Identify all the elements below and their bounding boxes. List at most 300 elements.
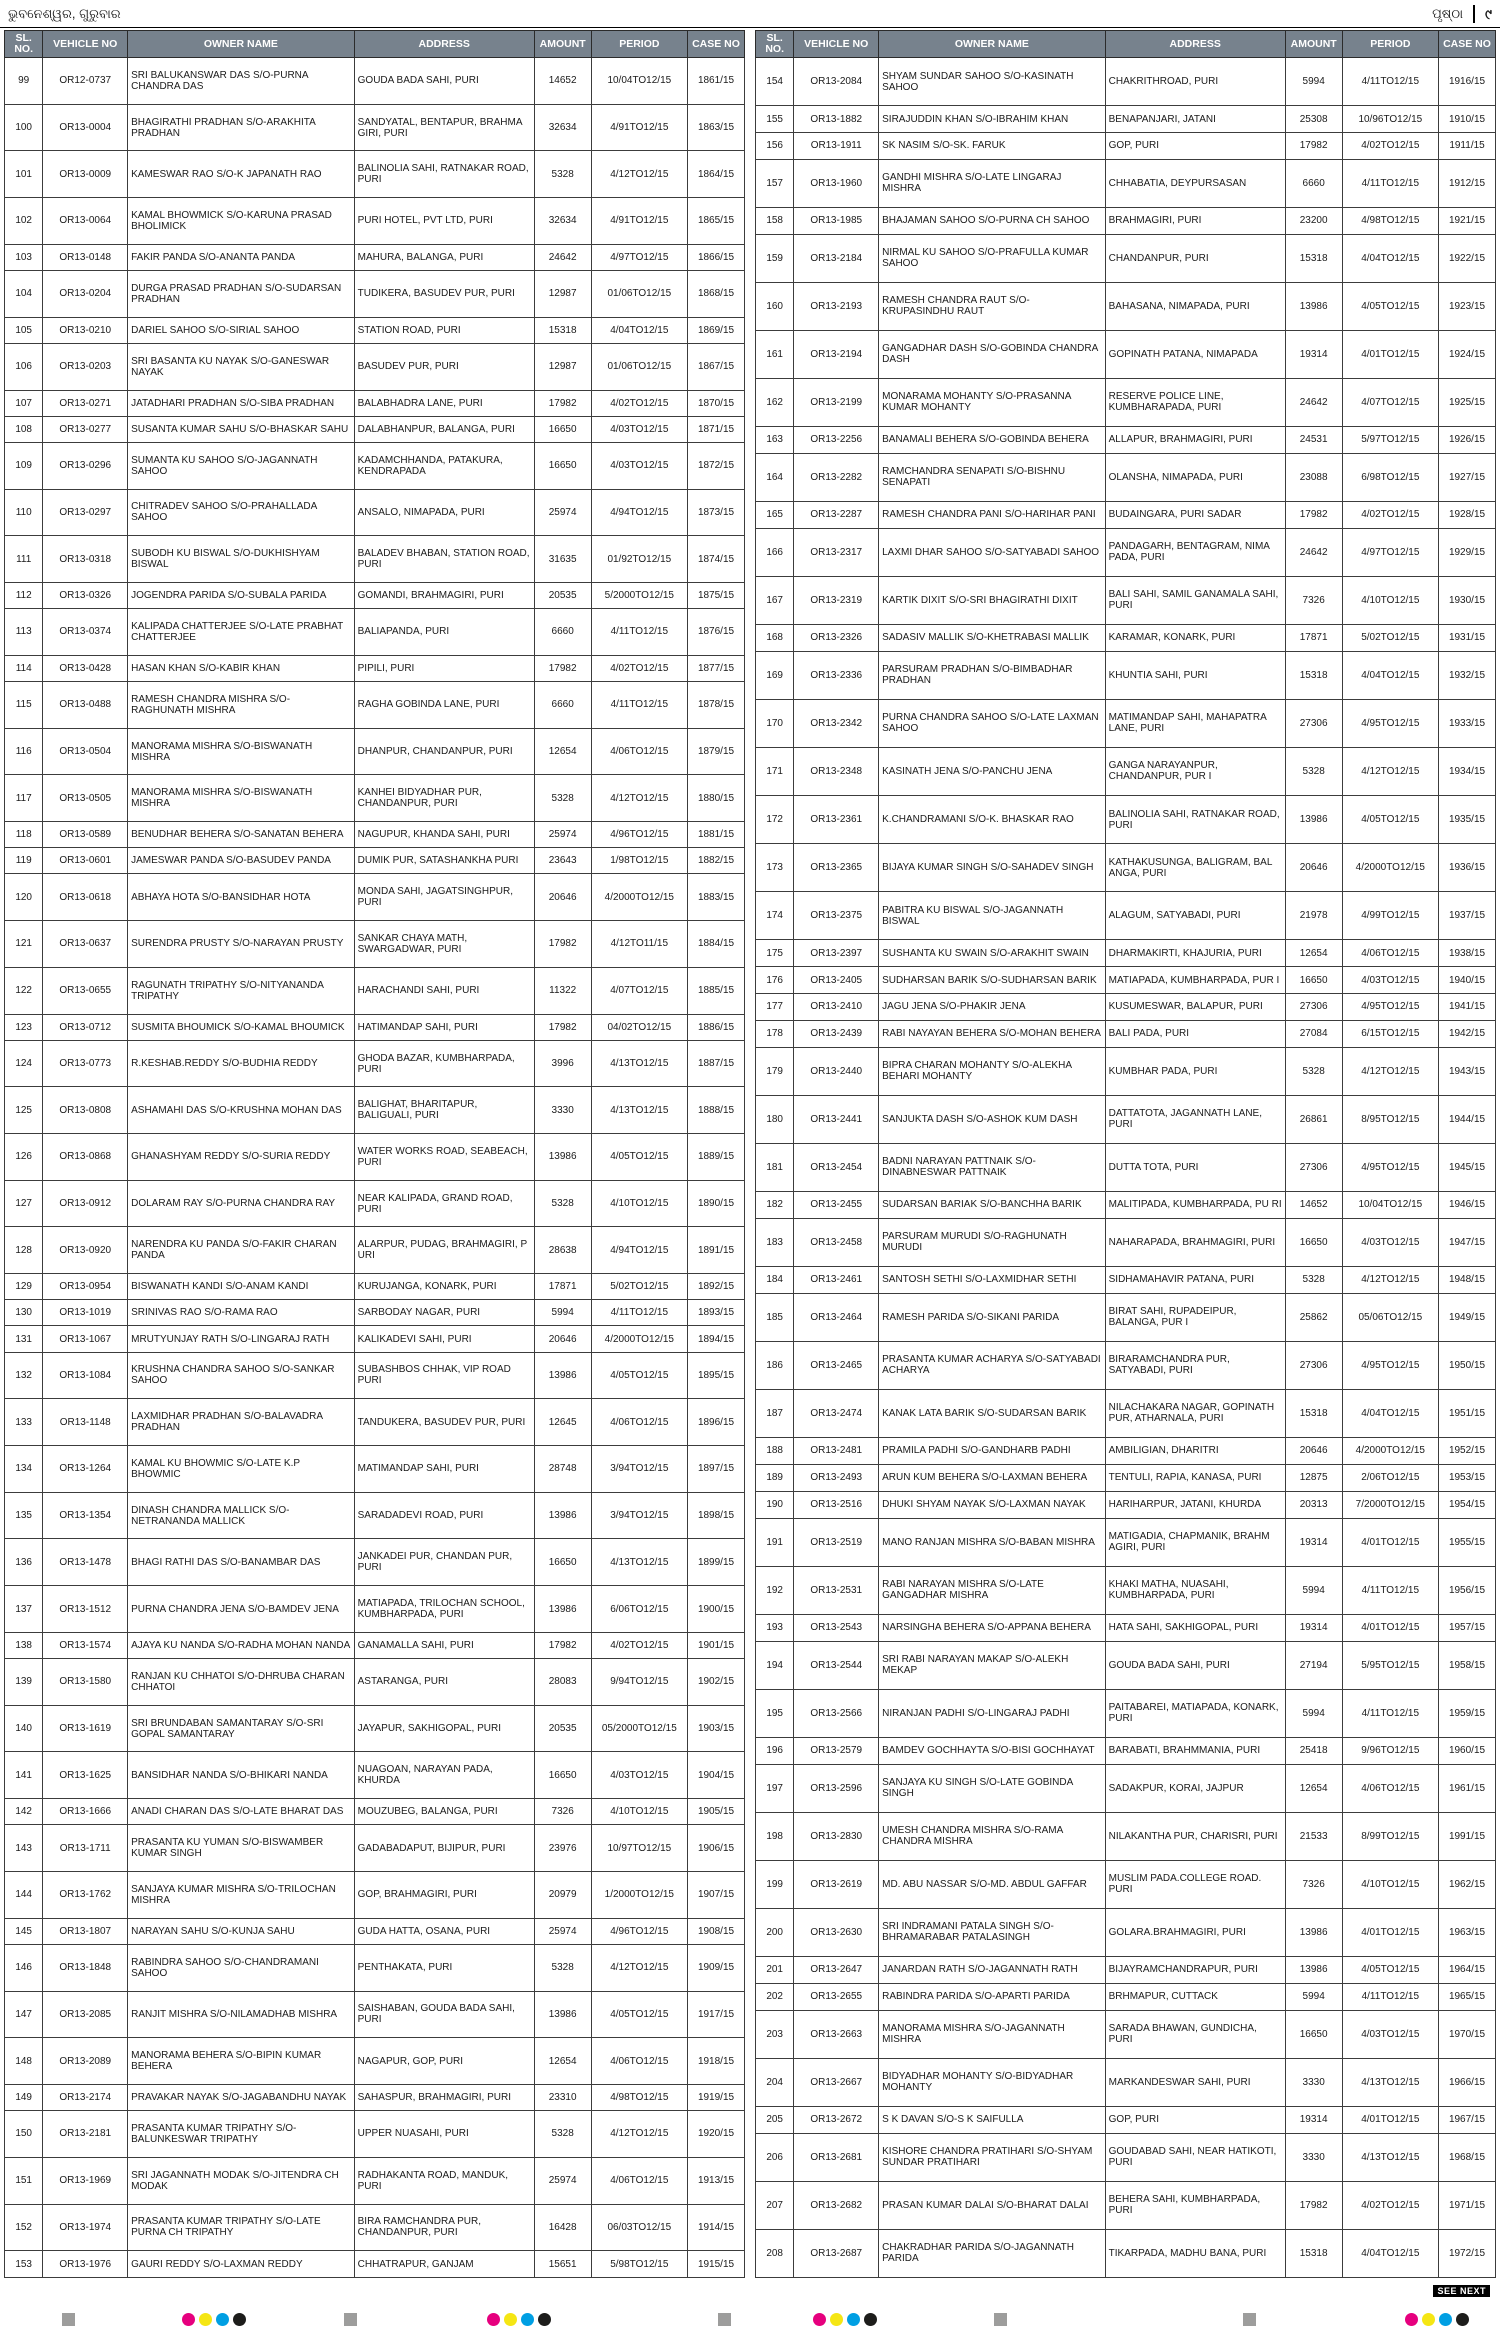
cell-owner_name: BIPRA CHARAN MOHANTY S/O-ALEKHA BEHARI MOHANTY <box>879 1047 1106 1095</box>
cell-owner_name: ANADI CHARAN DAS S/O-LATE BHARAT DAS <box>128 1799 355 1825</box>
cell-address: SUBASHBOS CHHAK, VIP ROAD PURI <box>354 1352 534 1399</box>
table-row <box>5 1991 745 2038</box>
cell-vehicle_no: OR13-1574 <box>43 1632 128 1658</box>
cell-address: RADHAKANTA ROAD, MANDUK, PURI <box>354 2157 534 2204</box>
cell-owner_name: RABI NAYAYAN BEHERA S/O-MOHAN BEHERA <box>879 1020 1106 1047</box>
cell-case_no: 1873/15 <box>688 489 745 536</box>
table-row <box>5 1586 745 1633</box>
cell-owner_name: LAXMI DHAR SAHOO S/O-SATYABADI SAHOO <box>879 528 1106 576</box>
cell-amount: 6660 <box>534 609 591 656</box>
table-row <box>756 1737 1496 1764</box>
cell-owner_name: RANJAN KU CHHATOI S/O-DHRUBA CHARAN CHHATOI <box>128 1659 355 1706</box>
cell-amount: 17982 <box>534 390 591 416</box>
cell-owner_name: PARSURAM PRADHAN S/O-BIMBADHAR PRADHAN <box>879 651 1106 699</box>
cell-amount: 23310 <box>534 2084 591 2110</box>
cell-owner_name: SRI JAGANNATH MODAK S/O-JITENDRA CH MODAK <box>128 2157 355 2204</box>
cell-case_no: 1966/15 <box>1439 2058 1496 2106</box>
cell-period: 4/04TO12/15 <box>591 317 687 343</box>
cell-sl_no: 124 <box>5 1040 43 1087</box>
table-row <box>756 1266 1496 1293</box>
cell-address: ALARPUR, PUDAG, BRAHMAGIRI, P URI <box>354 1227 534 1274</box>
cell-vehicle_no: OR13-2647 <box>794 1956 879 1983</box>
cell-amount: 20313 <box>1285 1491 1342 1518</box>
cell-case_no: 1915/15 <box>688 2251 745 2278</box>
cell-case_no: 1920/15 <box>688 2111 745 2158</box>
cell-period: 4/02TO12/15 <box>591 390 687 416</box>
cell-period: 4/12TO12/15 <box>1342 747 1438 795</box>
cell-case_no: 1861/15 <box>688 58 745 105</box>
cell-case_no: 1864/15 <box>688 151 745 198</box>
cell-address: BENAPANJARI, JATANI <box>1105 106 1285 133</box>
cell-sl_no: 161 <box>756 330 794 378</box>
cell-case_no: 1874/15 <box>688 536 745 583</box>
cell-owner_name: KRUSHNA CHANDRA SAHOO S/O-SANKAR SAHOO <box>128 1352 355 1399</box>
cell-vehicle_no: OR13-0912 <box>43 1180 128 1227</box>
cell-case_no: 1880/15 <box>688 775 745 822</box>
cell-amount: 5994 <box>1285 1566 1342 1614</box>
cell-period: 05/2000TO12/15 <box>591 1705 687 1752</box>
cell-period: 10/04TO12/15 <box>1342 1191 1438 1218</box>
cell-period: 4/06TO12/15 <box>1342 940 1438 967</box>
cell-sl_no: 123 <box>5 1014 43 1040</box>
cell-case_no: 1919/15 <box>688 2084 745 2110</box>
cell-vehicle_no: OR13-0004 <box>43 104 128 151</box>
cell-owner_name: SANJAYA KUMAR MISHRA S/O-TRILOCHAN MISHRA <box>128 1871 355 1918</box>
cell-vehicle_no: OR13-2579 <box>794 1737 879 1764</box>
cell-amount: 27306 <box>1285 699 1342 747</box>
cell-case_no: 1907/15 <box>688 1871 745 1918</box>
records-table-right <box>755 30 1496 2278</box>
cell-vehicle_no: OR13-0712 <box>43 1014 128 1040</box>
cell-address: RESERVE POLICE LINE, KUMBHARAPADA, PURI <box>1105 378 1285 426</box>
cell-address: KUSUMESWAR, BALAPUR, PURI <box>1105 993 1285 1020</box>
cell-vehicle_no: OR13-0210 <box>43 317 128 343</box>
cell-amount: 16428 <box>534 2204 591 2251</box>
cell-period: 01/06TO12/15 <box>591 343 687 390</box>
cell-vehicle_no: OR13-0148 <box>43 244 128 270</box>
cell-vehicle_no: OR13-2630 <box>794 1908 879 1956</box>
cell-case_no: 1903/15 <box>688 1705 745 1752</box>
table-row <box>756 2010 1496 2058</box>
cell-case_no: 1906/15 <box>688 1825 745 1872</box>
cell-sl_no: 188 <box>756 1437 794 1464</box>
cell-vehicle_no: OR13-1976 <box>43 2251 128 2278</box>
cell-case_no: 1869/15 <box>688 317 745 343</box>
cell-sl_no: 196 <box>756 1737 794 1764</box>
cell-owner_name: PRASANTA KUMAR TRIPATHY S/O-LATE PURNA CH TRIPATHY <box>128 2204 355 2251</box>
cell-case_no: 1891/15 <box>688 1227 745 1274</box>
cell-address: GHODA BAZAR, KUMBHARPADA, PURI <box>354 1040 534 1087</box>
cell-case_no: 1955/15 <box>1439 1518 1496 1566</box>
cell-period: 4/12TO12/15 <box>1342 1266 1438 1293</box>
cell-address: NILACHAKARA NAGAR, GOPINATH PUR, ATHARNALA, PURI <box>1105 1389 1285 1437</box>
cell-period: 5/2000TO12/15 <box>591 582 687 608</box>
cell-address: BIRARAMCHANDRA PUR, SATYABADI, PURI <box>1105 1341 1285 1389</box>
cell-owner_name: NARAYAN SAHU S/O-KUNJA SAHU <box>128 1918 355 1944</box>
cell-sl_no: 139 <box>5 1659 43 1706</box>
cell-owner_name: SRI INDRAMANI PATALA SINGH S/O-BHRAMARABAR PATALASINGH <box>879 1908 1106 1956</box>
cell-sl_no: 143 <box>5 1825 43 1872</box>
registration-dot <box>199 2313 212 2326</box>
cell-case_no: 1929/15 <box>1439 528 1496 576</box>
cell-case_no: 1960/15 <box>1439 1737 1496 1764</box>
table-row <box>5 1134 745 1181</box>
cell-sl_no: 104 <box>5 270 43 317</box>
cell-amount: 19314 <box>1285 1614 1342 1641</box>
cell-case_no: 1908/15 <box>688 1918 745 1944</box>
cell-address: MALITIPADA, KUMBHARPADA, PU RI <box>1105 1191 1285 1218</box>
cell-address: BIJAYRAMCHANDRAPUR, PURI <box>1105 1956 1285 1983</box>
cell-period: 4/11TO12/15 <box>1342 159 1438 207</box>
cell-vehicle_no: OR13-1580 <box>43 1659 128 1706</box>
table-row <box>756 2229 1496 2277</box>
cell-sl_no: 208 <box>756 2229 794 2277</box>
table-row <box>5 582 745 608</box>
cell-amount: 25974 <box>534 2157 591 2204</box>
cell-amount: 17982 <box>1285 2181 1342 2229</box>
cell-amount: 25418 <box>1285 1737 1342 1764</box>
table-row <box>756 892 1496 940</box>
cell-vehicle_no: OR13-2516 <box>794 1491 879 1518</box>
cell-owner_name: JAGU JENA S/O-PHAKIR JENA <box>879 993 1106 1020</box>
cell-case_no: 1991/15 <box>1439 1812 1496 1860</box>
registration-dot <box>847 2313 860 2326</box>
cell-amount: 14652 <box>534 58 591 105</box>
cell-vehicle_no: OR13-2687 <box>794 2229 879 2277</box>
cell-case_no: 1936/15 <box>1439 844 1496 892</box>
table-row <box>756 159 1496 207</box>
cell-amount: 17982 <box>1285 501 1342 528</box>
cell-address: GOP, PURI <box>1105 2106 1285 2133</box>
cell-amount: 21533 <box>1285 1812 1342 1860</box>
cell-amount: 7326 <box>534 1799 591 1825</box>
cell-sl_no: 207 <box>756 2181 794 2229</box>
cell-address: BRAHMAGIRI, PURI <box>1105 207 1285 234</box>
cell-period: 4/13TO12/15 <box>591 1040 687 1087</box>
cell-case_no: 1875/15 <box>688 582 745 608</box>
cell-period: 4/10TO12/15 <box>591 1799 687 1825</box>
cell-sl_no: 191 <box>756 1518 794 1566</box>
cell-sl_no: 106 <box>5 343 43 390</box>
cell-period: 06/03TO12/15 <box>591 2204 687 2251</box>
table-row <box>5 1087 745 1134</box>
cell-sl_no: 149 <box>5 2084 43 2110</box>
cell-sl_no: 142 <box>5 1799 43 1825</box>
cell-owner_name: RAMCHANDRA SENAPATI S/O-BISHNU SENAPATI <box>879 453 1106 501</box>
cell-period: 4/05TO12/15 <box>591 1352 687 1399</box>
cell-amount: 3330 <box>1285 2058 1342 2106</box>
cell-sl_no: 129 <box>5 1274 43 1300</box>
column-header-period: PERIOD <box>1342 31 1438 58</box>
cell-case_no: 1870/15 <box>688 390 745 416</box>
cell-address: MATIMANDAP SAHI, MAHAPATRA LANE, PURI <box>1105 699 1285 747</box>
cell-amount: 20535 <box>534 1705 591 1752</box>
cell-vehicle_no: OR13-1019 <box>43 1300 128 1326</box>
table-row <box>5 2038 745 2085</box>
cell-sl_no: 185 <box>756 1293 794 1341</box>
cell-case_no: 1900/15 <box>688 1586 745 1633</box>
cell-address: ASTARANGA, PURI <box>354 1659 534 1706</box>
cell-amount: 20646 <box>1285 1437 1342 1464</box>
cell-amount: 25974 <box>534 1918 591 1944</box>
cell-period: 4/03TO12/15 <box>1342 2010 1438 2058</box>
table-row <box>756 1464 1496 1491</box>
table-row <box>756 528 1496 576</box>
cell-sl_no: 189 <box>756 1464 794 1491</box>
column-header-owner_name: OWNER NAME <box>879 31 1106 58</box>
cell-address: KARAMAR, KONARK, PURI <box>1105 624 1285 651</box>
table-row <box>5 681 745 728</box>
cell-owner_name: RANJIT MISHRA S/O-NILAMADHAB MISHRA <box>128 1991 355 2038</box>
cell-period: 4/04TO12/15 <box>1342 1389 1438 1437</box>
cell-owner_name: SUDHARSAN BARIK S/O-SUDHARSAN BARIK <box>879 967 1106 994</box>
cell-amount: 5328 <box>1285 747 1342 795</box>
cell-sl_no: 151 <box>5 2157 43 2204</box>
cell-sl_no: 102 <box>5 198 43 245</box>
cell-sl_no: 197 <box>756 1764 794 1812</box>
cell-vehicle_no: OR13-2326 <box>794 624 879 651</box>
cell-amount: 15318 <box>1285 2229 1342 2277</box>
cell-period: 8/99TO12/15 <box>1342 1812 1438 1860</box>
cell-sl_no: 173 <box>756 844 794 892</box>
cell-address: RAGHA GOBINDA LANE, PURI <box>354 681 534 728</box>
table-row <box>756 1614 1496 1641</box>
cell-vehicle_no: OR13-2672 <box>794 2106 879 2133</box>
cell-vehicle_no: OR13-2084 <box>794 58 879 106</box>
cell-vehicle_no: OR13-0374 <box>43 609 128 656</box>
cell-sl_no: 172 <box>756 796 794 844</box>
cell-sl_no: 164 <box>756 453 794 501</box>
table-row <box>756 378 1496 426</box>
table-row <box>756 106 1496 133</box>
cell-sl_no: 122 <box>5 967 43 1014</box>
cell-address: GOUDABAD SAHI, NEAR HATIKOTI, PURI <box>1105 2133 1285 2181</box>
cell-case_no: 1913/15 <box>688 2157 745 2204</box>
table-row <box>5 1705 745 1752</box>
cell-period: 4/01TO12/15 <box>1342 1614 1438 1641</box>
cell-case_no: 1961/15 <box>1439 1764 1496 1812</box>
cell-owner_name: DHUKI SHYAM NAYAK S/O-LAXMAN NAYAK <box>879 1491 1106 1518</box>
cell-period: 5/95TO12/15 <box>1342 1641 1438 1689</box>
cell-case_no: 1923/15 <box>1439 282 1496 330</box>
cell-vehicle_no: OR13-2830 <box>794 1812 879 1860</box>
cell-sl_no: 132 <box>5 1352 43 1399</box>
table-row <box>756 1095 1496 1143</box>
cell-amount: 16650 <box>534 442 591 489</box>
column-header-vehicle_no: VEHICLE NO <box>43 31 128 58</box>
cell-amount: 16650 <box>534 1752 591 1799</box>
cell-sl_no: 101 <box>5 151 43 198</box>
cell-vehicle_no: OR13-2440 <box>794 1047 879 1095</box>
cell-owner_name: MD. ABU NASSAR S/O-MD. ABDUL GAFFAR <box>879 1860 1106 1908</box>
cell-sl_no: 110 <box>5 489 43 536</box>
cell-address: GANGA NARAYANPUR, CHANDANPUR, PUR I <box>1105 747 1285 795</box>
cell-period: 4/04TO12/15 <box>1342 2229 1438 2277</box>
cell-case_no: 1886/15 <box>688 1014 745 1040</box>
cell-owner_name: JOGENDRA PARIDA S/O-SUBALA PARIDA <box>128 582 355 608</box>
cell-period: 4/11TO12/15 <box>591 1300 687 1326</box>
cell-address: PENTHAKATA, PURI <box>354 1944 534 1991</box>
cell-sl_no: 201 <box>756 1956 794 1983</box>
cell-sl_no: 155 <box>756 106 794 133</box>
cell-sl_no: 195 <box>756 1689 794 1737</box>
cell-case_no: 1954/15 <box>1439 1491 1496 1518</box>
cell-address: DALABHANPUR, BALANGA, PURI <box>354 416 534 442</box>
cell-period: 4/05TO12/15 <box>591 1991 687 2038</box>
cell-case_no: 1866/15 <box>688 244 745 270</box>
table-row <box>756 1956 1496 1983</box>
cell-amount: 6660 <box>534 681 591 728</box>
cell-owner_name: PABITRA KU BISWAL S/O-JAGANNATH BISWAL <box>879 892 1106 940</box>
cell-sl_no: 114 <box>5 655 43 681</box>
cell-case_no: 1899/15 <box>688 1539 745 1586</box>
cell-address: MUSLIM PADA.COLLEGE ROAD. PURI <box>1105 1860 1285 1908</box>
cell-owner_name: SUSANTA KUMAR SAHU S/O-BHASKAR SAHU <box>128 416 355 442</box>
cell-period: 4/05TO12/15 <box>1342 282 1438 330</box>
cell-sl_no: 117 <box>5 775 43 822</box>
cell-owner_name: SIRAJUDDIN KHAN S/O-IBRAHIM KHAN <box>879 106 1106 133</box>
cell-owner_name: MANORAMA MISHRA S/O-BISWANATH MISHRA <box>128 775 355 822</box>
table-row <box>5 775 745 822</box>
cell-address: SIDHAMAHAVIR PATANA, PURI <box>1105 1266 1285 1293</box>
cell-owner_name: MANORAMA BEHERA S/O-BIPIN KUMAR BEHERA <box>128 2038 355 2085</box>
cell-vehicle_no: OR13-2464 <box>794 1293 879 1341</box>
cell-address: KADAMCHHANDA, PATAKURA, KENDRAPADA <box>354 442 534 489</box>
cell-vehicle_no: OR13-1625 <box>43 1752 128 1799</box>
cell-amount: 5328 <box>534 151 591 198</box>
cell-address: BRHMAPUR, CUTTACK <box>1105 1983 1285 2010</box>
cell-address: ALAGUM, SATYABADI, PURI <box>1105 892 1285 940</box>
cell-case_no: 1925/15 <box>1439 378 1496 426</box>
cell-address: BIRAT SAHI, RUPADEIPUR, BALANGA, PUR I <box>1105 1293 1285 1341</box>
cell-sl_no: 179 <box>756 1047 794 1095</box>
cell-period: 7/2000TO12/15 <box>1342 1491 1438 1518</box>
cell-vehicle_no: OR13-2566 <box>794 1689 879 1737</box>
cell-sl_no: 128 <box>5 1227 43 1274</box>
cell-case_no: 1877/15 <box>688 655 745 681</box>
cell-vehicle_no: OR13-0920 <box>43 1227 128 1274</box>
cell-case_no: 1962/15 <box>1439 1860 1496 1908</box>
cell-amount: 5328 <box>534 1944 591 1991</box>
cell-case_no: 1898/15 <box>688 1492 745 1539</box>
cell-period: 4/12TO12/15 <box>591 2111 687 2158</box>
table-row <box>756 796 1496 844</box>
registration-dot <box>864 2313 877 2326</box>
cell-owner_name: SUBODH KU BISWAL S/O-DUKHISHYAM BISWAL <box>128 536 355 583</box>
cell-address: BALIGHAT, BHARITAPUR, BALIGUALI, PURI <box>354 1087 534 1134</box>
cell-period: 3/94TO12/15 <box>591 1446 687 1493</box>
cell-vehicle_no: OR13-2667 <box>794 2058 879 2106</box>
cell-vehicle_no: OR13-2348 <box>794 747 879 795</box>
cell-owner_name: PARSURAM MURUDI S/O-RAGHUNATH MURUDI <box>879 1218 1106 1266</box>
cell-case_no: 1916/15 <box>1439 58 1496 106</box>
cell-address: GOUDA BADA SAHI, PURI <box>354 58 534 105</box>
table-row <box>5 1274 745 1300</box>
cell-amount: 7326 <box>1285 1860 1342 1908</box>
cell-sl_no: 131 <box>5 1326 43 1352</box>
cell-period: 6/98TO12/15 <box>1342 453 1438 501</box>
cell-vehicle_no: OR13-1974 <box>43 2204 128 2251</box>
cell-period: 4/98TO12/15 <box>1342 207 1438 234</box>
cell-amount: 27194 <box>1285 1641 1342 1689</box>
cell-amount: 20646 <box>1285 844 1342 892</box>
cell-case_no: 1921/15 <box>1439 207 1496 234</box>
cell-vehicle_no: OR13-1882 <box>794 106 879 133</box>
table-row <box>756 1293 1496 1341</box>
cell-vehicle_no: OR13-2596 <box>794 1764 879 1812</box>
cell-period: 4/04TO12/15 <box>1342 651 1438 699</box>
cell-period: 4/03TO12/15 <box>591 442 687 489</box>
cell-sl_no: 109 <box>5 442 43 489</box>
column-header-case_no: CASE NO <box>1439 31 1496 58</box>
cell-case_no: 1931/15 <box>1439 624 1496 651</box>
table-row <box>756 844 1496 892</box>
cell-owner_name: SUMANTA KU SAHOO S/O-JAGANNATH SAHOO <box>128 442 355 489</box>
cell-case_no: 1904/15 <box>688 1752 745 1799</box>
cell-amount: 14652 <box>1285 1191 1342 1218</box>
cell-address: STATION ROAD, PURI <box>354 317 534 343</box>
column-header-case_no: CASE NO <box>688 31 745 58</box>
cell-amount: 17982 <box>1285 132 1342 159</box>
cell-amount: 25308 <box>1285 106 1342 133</box>
cell-address: SAISHABAN, GOUDA BADA SAHI, PURI <box>354 1991 534 2038</box>
masthead-page-label: ପୃଷ୍ଠା <box>1432 6 1464 21</box>
cell-period: 1/98TO12/15 <box>591 848 687 874</box>
cell-case_no: 1964/15 <box>1439 1956 1496 1983</box>
cell-case_no: 1871/15 <box>688 416 745 442</box>
cell-case_no: 1945/15 <box>1439 1143 1496 1191</box>
cell-period: 01/92TO12/15 <box>591 536 687 583</box>
cell-period: 8/95TO12/15 <box>1342 1095 1438 1143</box>
cell-vehicle_no: OR13-1067 <box>43 1326 128 1352</box>
column-header-sl_no: SL. NO. <box>756 31 794 58</box>
cell-vehicle_no: OR13-2519 <box>794 1518 879 1566</box>
cell-case_no: 1933/15 <box>1439 699 1496 747</box>
cell-vehicle_no: OR13-0589 <box>43 822 128 848</box>
cell-address: DHARMAKIRTI, KHAJURIA, PURI <box>1105 940 1285 967</box>
cell-owner_name: KASINATH JENA S/O-PANCHU JENA <box>879 747 1106 795</box>
cell-case_no: 1950/15 <box>1439 1341 1496 1389</box>
table-row <box>756 1143 1496 1191</box>
cell-owner_name: S K DAVAN S/O-S K SAIFULLA <box>879 2106 1106 2133</box>
cell-case_no: 1884/15 <box>688 921 745 968</box>
cell-case_no: 1947/15 <box>1439 1218 1496 1266</box>
cell-owner_name: KISHORE CHANDRA PRATIHARI S/O-SHYAM SUNDAR PRATIHARI <box>879 2133 1106 2181</box>
cell-address: MOUZUBEG, BALANGA, PURI <box>354 1799 534 1825</box>
cell-case_no: 1956/15 <box>1439 1566 1496 1614</box>
cell-period: 4/12TO11/15 <box>591 921 687 968</box>
registration-dot <box>216 2313 229 2326</box>
cell-address: ALLAPUR, BRAHMAGIRI, PURI <box>1105 427 1285 454</box>
cell-case_no: 1885/15 <box>688 967 745 1014</box>
table-row <box>5 416 745 442</box>
cell-owner_name: KANAK LATA BARIK S/O-SUDARSAN BARIK <box>879 1389 1106 1437</box>
cell-owner_name: BIDYADHAR MOHANTY S/O-BIDYADHAR MOHANTY <box>879 2058 1106 2106</box>
cell-vehicle_no: OR13-2256 <box>794 427 879 454</box>
cell-address: SARADA BHAWAN, GUNDICHA, PURI <box>1105 2010 1285 2058</box>
cell-period: 1/2000TO12/15 <box>591 1871 687 1918</box>
cell-sl_no: 148 <box>5 2038 43 2085</box>
cell-vehicle_no: OR13-2342 <box>794 699 879 747</box>
cell-vehicle_no: OR13-2458 <box>794 1218 879 1266</box>
cell-case_no: 1876/15 <box>688 609 745 656</box>
cell-owner_name: SRINIVAS RAO S/O-RAMA RAO <box>128 1300 355 1326</box>
cell-amount: 12875 <box>1285 1464 1342 1491</box>
cell-period: 4/07TO12/15 <box>591 967 687 1014</box>
table-row <box>756 1218 1496 1266</box>
cell-owner_name: BANSIDHAR NANDA S/O-BHIKARI NANDA <box>128 1752 355 1799</box>
cell-vehicle_no: OR13-2317 <box>794 528 879 576</box>
